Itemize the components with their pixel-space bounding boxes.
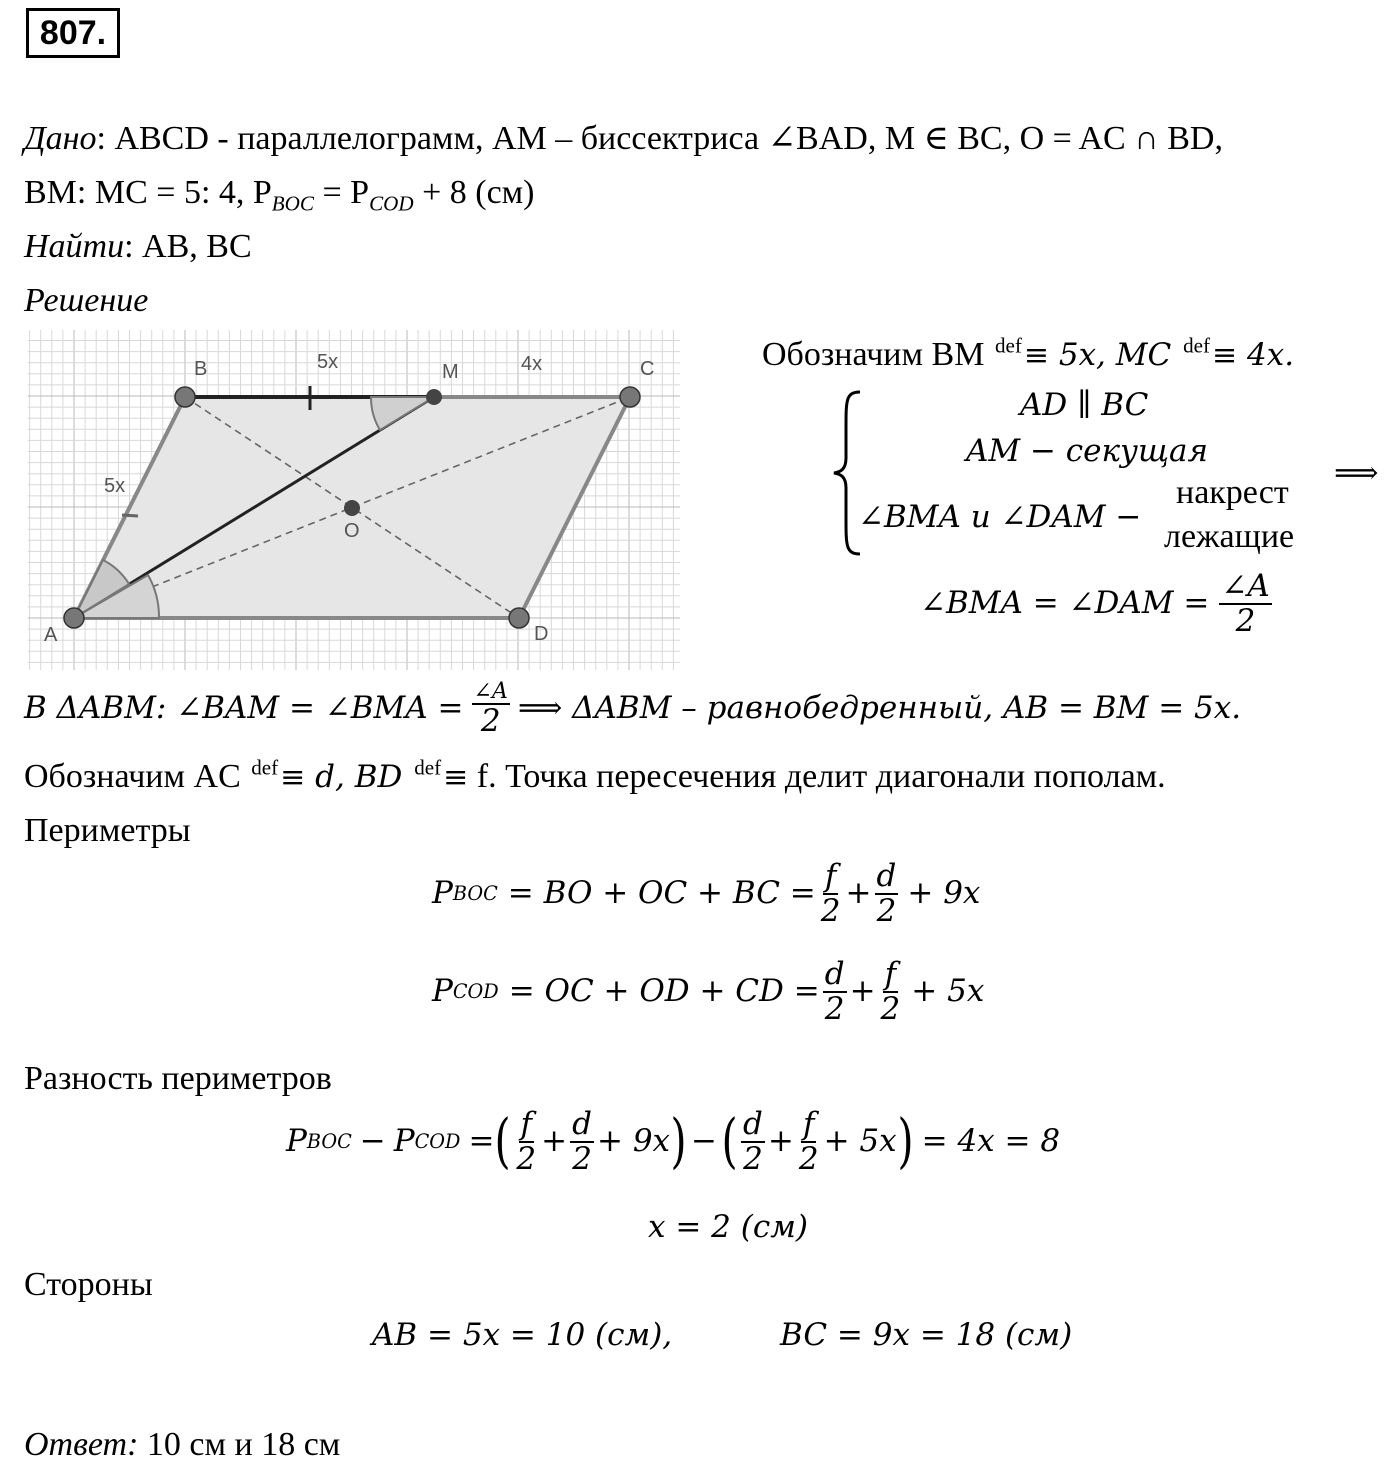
system-line-3-lying: лежащие [1164, 518, 1295, 555]
result-den: 2 [1235, 602, 1256, 639]
problem-number: 807. [26, 8, 120, 58]
def-mark-2: def [1183, 333, 1211, 358]
given-plus8: + 8 (см) [413, 174, 535, 211]
find-line [24, 230, 252, 264]
result-num: ∠A [1221, 568, 1270, 604]
label-d: D [534, 623, 549, 645]
x-value: x = 2 (см) [648, 1209, 808, 1245]
perimeters-label: Периметры [24, 812, 191, 849]
point-m [426, 389, 442, 405]
given-label: Дано [24, 120, 97, 157]
answer-line [24, 1428, 340, 1462]
given-ratio: BM: MC = 5: 4, P [24, 174, 272, 211]
abm-num: ∠A [473, 679, 508, 704]
def-mark-3: def [251, 755, 279, 780]
eq-difference: P BOC − P COD = ( $\frac{f}{2}$ + $\frac{d}{2}$ + 9x ) − ( $\frac{d}{2}$ + $\frac{f}{2}$ + 5x ) = 4x = 8 [286, 1106, 1061, 1177]
system-line-3-crossing: накрест [1176, 474, 1289, 511]
diag-text: Обозначим AC [24, 758, 250, 795]
label-o: O [344, 520, 360, 542]
find-text: : AB, BC [124, 228, 252, 265]
side-ab: AB = 5x = 10 (см), [372, 1317, 673, 1353]
find-label: Найти [24, 228, 125, 265]
given-eq: = P [313, 174, 370, 211]
label-ab-5x: 5x [104, 475, 126, 497]
result-angles-text: ∠BMA = ∠DAM = [920, 585, 1210, 622]
answer-label: Ответ: [24, 1426, 139, 1463]
implies-arrow: ⟹ [1334, 455, 1379, 491]
def-mark-1: def [994, 333, 1022, 358]
given-line-1 [24, 122, 1223, 156]
given-line-2 [24, 174, 535, 216]
point-o [344, 500, 360, 516]
system-line-2: AM − секущая [966, 433, 1209, 469]
tick-ab [122, 515, 138, 516]
parallelogram-diagram [28, 330, 680, 670]
denote-4x: 4x. [1237, 337, 1295, 373]
line-abm [24, 680, 1241, 738]
abm-text: В ΔABM: ∠BAM = ∠BMA = [24, 690, 464, 727]
solution-label: Решение [24, 282, 149, 319]
abm-conclusion: ⟹ ΔABM – равнобедренный, AB = BM = 5x. [517, 690, 1242, 727]
def-mark-4: def [414, 755, 442, 780]
label-mc-4x: 4x [521, 353, 543, 375]
given-sub-cod: COD [369, 191, 414, 216]
point-d [509, 608, 529, 628]
eq-pboc: P BOC = BO + OC + BC = $\frac{f}{2}$ + $\frac{d}{2}$ + 9x [432, 858, 981, 929]
label-m: M [442, 361, 459, 383]
denote-bm-mc: Обозначим BM def≡ 5x, MC def≡ 4x. [762, 333, 1295, 373]
diag-d: d, BD [305, 759, 413, 795]
given-sub-boc: BOC [271, 191, 314, 216]
denote-text: Обозначим BM [762, 336, 993, 373]
label-bm-5x: 5x [317, 351, 339, 373]
difference-label: Разность периметров [24, 1060, 332, 1097]
system-line-1: AD ∥ BC [1020, 387, 1149, 423]
answer-text: 10 см и 18 см [138, 1426, 341, 1463]
line-diagonals: Обозначим AC def≡ d, BD def≡ f. Точка пересечения делит диагонали пополам. [24, 755, 1166, 795]
given-text: : ABCD - параллелограмм, AM – биссектриса ∠BAD, M ∈ BC, O = AC ∩ BD, [96, 120, 1223, 157]
eq-pcod: P COD = OC + OD + CD = $\frac{d}{2}$ + $\frac{f}{2}$ + 5x [432, 956, 985, 1027]
point-a [64, 608, 84, 628]
point-c [620, 387, 640, 407]
denote-5x: 5x, MC [1049, 337, 1182, 373]
label-b: B [194, 358, 208, 380]
label-c: C [640, 358, 655, 380]
diag-f-text: f. Точка пересечения делит диагонали пополам. [468, 758, 1166, 795]
abm-den: 2 [480, 703, 501, 740]
point-b [175, 387, 195, 407]
label-a: A [44, 624, 58, 646]
result-angles [920, 570, 1275, 637]
system-line-3: ∠BMA и ∠DAM − [858, 499, 1142, 535]
side-bc: BC = 9x = 18 (см) [780, 1317, 1073, 1353]
sides-label: Стороны [24, 1266, 153, 1303]
